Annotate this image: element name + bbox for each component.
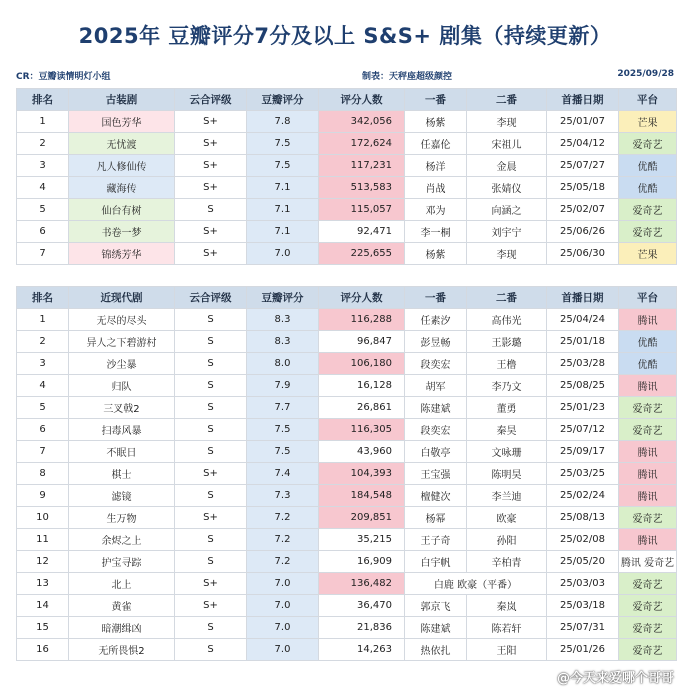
meta-line: [16, 69, 676, 83]
lead2-cell: 王影璐: [467, 331, 547, 353]
lead2-cell: 李乃文: [467, 375, 547, 397]
lead1-cell: 段奕宏: [405, 419, 467, 441]
grade-cell: S+: [175, 133, 247, 155]
count-cell: 116,288: [319, 309, 405, 331]
platform-cell: 优酷: [619, 155, 677, 177]
rank-cell: 7: [17, 243, 69, 265]
rank-cell: 2: [17, 331, 69, 353]
lead1-cell: 李一桐: [405, 221, 467, 243]
count-cell: 225,655: [319, 243, 405, 265]
grade-cell: S: [175, 485, 247, 507]
rank-cell: 3: [17, 353, 69, 375]
grade-cell: S: [175, 199, 247, 221]
score-cell: 7.0: [247, 617, 319, 639]
score-cell: 7.5: [247, 419, 319, 441]
date-cell: 25/01/07: [547, 111, 619, 133]
lead2-cell: 张婧仪: [467, 177, 547, 199]
table-row: [17, 441, 677, 463]
date-cell: 25/07/31: [547, 617, 619, 639]
date-cell: 25/06/26: [547, 221, 619, 243]
date-cell: 25/08/25: [547, 375, 619, 397]
date-text: 2025/09/28: [617, 69, 674, 79]
platform-cell: 腾讯: [619, 441, 677, 463]
lead1-cell: 热依扎: [405, 639, 467, 661]
table-row: [17, 199, 677, 221]
platform-cell: 优酷: [619, 177, 677, 199]
count-cell: 136,482: [319, 573, 405, 595]
rank-cell: 4: [17, 177, 69, 199]
rank-cell: 16: [17, 639, 69, 661]
table-row: [17, 375, 677, 397]
date-cell: 25/01/23: [547, 397, 619, 419]
lead1-cell: 段奕宏: [405, 353, 467, 375]
column-header: 古装剧: [69, 89, 175, 111]
table-row: [17, 309, 677, 331]
title-cell: 滤镜: [69, 485, 175, 507]
score-cell: 7.8: [247, 111, 319, 133]
lead1-cell: 杨洋: [405, 155, 467, 177]
lead1-cell: 王宝强: [405, 463, 467, 485]
table-row: [17, 243, 677, 265]
lead2-cell: 秦岚: [467, 595, 547, 617]
column-header: 排名: [17, 89, 69, 111]
title-cell: 暗潮缉凶: [69, 617, 175, 639]
platform-cell: 芒果: [619, 243, 677, 265]
grade-cell: S+: [175, 155, 247, 177]
lead2-cell: 陈若轩: [467, 617, 547, 639]
rank-cell: 5: [17, 397, 69, 419]
score-cell: 8.3: [247, 331, 319, 353]
count-cell: 117,231: [319, 155, 405, 177]
table-row: [17, 463, 677, 485]
platform-cell: 爱奇艺: [619, 595, 677, 617]
title-cell: 异人之下碧游村: [69, 331, 175, 353]
rank-cell: 3: [17, 155, 69, 177]
grade-cell: S: [175, 441, 247, 463]
platform-cell: 爱奇艺: [619, 221, 677, 243]
title-cell: 北上: [69, 573, 175, 595]
rank-cell: 1: [17, 309, 69, 331]
table-row: [17, 551, 677, 573]
table-row: [17, 331, 677, 353]
lead1-cell: 杨紫: [405, 243, 467, 265]
lead2-cell: 高伟光: [467, 309, 547, 331]
lead1-cell: 邓为: [405, 199, 467, 221]
platform-cell: 腾讯: [619, 375, 677, 397]
count-cell: 115,057: [319, 199, 405, 221]
grade-cell: S+: [175, 243, 247, 265]
score-cell: 7.0: [247, 243, 319, 265]
rank-cell: 8: [17, 463, 69, 485]
platform-cell: 爱奇艺: [619, 419, 677, 441]
rank-cell: 2: [17, 133, 69, 155]
count-cell: 16,128: [319, 375, 405, 397]
title-cell: 护宝寻踪: [69, 551, 175, 573]
column-header: 评分人数: [319, 89, 405, 111]
score-cell: 7.5: [247, 133, 319, 155]
score-cell: 7.3: [247, 485, 319, 507]
date-cell: 25/04/24: [547, 309, 619, 331]
platform-cell: 爱奇艺: [619, 397, 677, 419]
platform-cell: 爱奇艺: [619, 573, 677, 595]
count-cell: 14,263: [319, 639, 405, 661]
lead1-cell: 陈建斌: [405, 617, 467, 639]
title-cell: 藏海传: [69, 177, 175, 199]
lead1-cell: 王子奇: [405, 529, 467, 551]
platform-cell: 腾讯: [619, 485, 677, 507]
grade-cell: S: [175, 375, 247, 397]
grade-cell: S: [175, 529, 247, 551]
rank-cell: 15: [17, 617, 69, 639]
score-cell: 7.1: [247, 177, 319, 199]
grade-cell: S: [175, 551, 247, 573]
count-cell: 172,624: [319, 133, 405, 155]
title-cell: 黄雀: [69, 595, 175, 617]
score-cell: 7.4: [247, 463, 319, 485]
column-header: 平台: [619, 89, 677, 111]
table-row: [17, 419, 677, 441]
platform-cell: 腾讯: [619, 463, 677, 485]
table-header-row: [17, 287, 677, 309]
lead2-cell: 董勇: [467, 397, 547, 419]
grade-cell: S+: [175, 595, 247, 617]
date-cell: 25/05/20: [547, 551, 619, 573]
lead2-cell: 文咏珊: [467, 441, 547, 463]
rank-cell: 9: [17, 485, 69, 507]
table-row: [17, 155, 677, 177]
table-row: [17, 595, 677, 617]
score-cell: 8.0: [247, 353, 319, 375]
title-cell: 扫毒风暴: [69, 419, 175, 441]
modern-drama-table: [16, 286, 677, 661]
lead1-cell: 杨幂: [405, 507, 467, 529]
title-cell: 余烬之上: [69, 529, 175, 551]
grade-cell: S+: [175, 221, 247, 243]
platform-cell: 腾讯 爱奇艺: [619, 551, 677, 573]
table-row: [17, 529, 677, 551]
lead1-cell: 白宇帆: [405, 551, 467, 573]
column-header: 评分人数: [319, 287, 405, 309]
rank-cell: 11: [17, 529, 69, 551]
date-cell: 25/03/18: [547, 595, 619, 617]
date-cell: 25/01/18: [547, 331, 619, 353]
grade-cell: S+: [175, 177, 247, 199]
lead1-cell: 胡军: [405, 375, 467, 397]
table-row: [17, 221, 677, 243]
title-cell: 无忧渡: [69, 133, 175, 155]
date-cell: 25/05/18: [547, 177, 619, 199]
column-header: 一番: [405, 287, 467, 309]
score-cell: 7.0: [247, 573, 319, 595]
date-cell: 25/01/26: [547, 639, 619, 661]
count-cell: 116,305: [319, 419, 405, 441]
grade-cell: S+: [175, 507, 247, 529]
title-cell: 棋士: [69, 463, 175, 485]
grade-cell: S+: [175, 573, 247, 595]
lead2-cell: 陈明昊: [467, 463, 547, 485]
date-cell: 25/09/17: [547, 441, 619, 463]
title-cell: 三叉戟2: [69, 397, 175, 419]
lead2-cell: 宋祖儿: [467, 133, 547, 155]
score-cell: 7.2: [247, 529, 319, 551]
lead2-cell: 李现: [467, 111, 547, 133]
costume-drama-table: [16, 88, 677, 265]
date-cell: 25/02/24: [547, 485, 619, 507]
grade-cell: S: [175, 639, 247, 661]
count-cell: 35,215: [319, 529, 405, 551]
column-header: 豆瓣评分: [247, 89, 319, 111]
title-cell: 仙台有树: [69, 199, 175, 221]
grade-cell: S+: [175, 111, 247, 133]
lead2-cell: 李兰迪: [467, 485, 547, 507]
rank-cell: 6: [17, 419, 69, 441]
table-row: [17, 177, 677, 199]
rank-cell: 14: [17, 595, 69, 617]
column-header: 豆瓣评分: [247, 287, 319, 309]
table-row: [17, 639, 677, 661]
title-cell: 凡人修仙传: [69, 155, 175, 177]
platform-cell: 芒果: [619, 111, 677, 133]
table-row: [17, 353, 677, 375]
column-header: 二番: [467, 89, 547, 111]
score-cell: 7.7: [247, 397, 319, 419]
score-cell: 7.5: [247, 155, 319, 177]
lead2-cell: 金晨: [467, 155, 547, 177]
lead1-cell: 郭京飞: [405, 595, 467, 617]
lead1-cell: 任嘉伦: [405, 133, 467, 155]
lead2-cell: 秦昊: [467, 419, 547, 441]
grade-cell: S: [175, 617, 247, 639]
table-row: [17, 573, 677, 595]
score-cell: 7.5: [247, 441, 319, 463]
rank-cell: 7: [17, 441, 69, 463]
score-cell: 7.1: [247, 199, 319, 221]
table-row: [17, 133, 677, 155]
count-cell: 184,548: [319, 485, 405, 507]
count-cell: 16,909: [319, 551, 405, 573]
platform-cell: 爱奇艺: [619, 199, 677, 221]
count-cell: 104,393: [319, 463, 405, 485]
column-header: 二番: [467, 287, 547, 309]
lead1-cell: 白敬亭: [405, 441, 467, 463]
date-cell: 25/02/07: [547, 199, 619, 221]
platform-cell: 腾讯: [619, 309, 677, 331]
count-cell: 43,960: [319, 441, 405, 463]
column-header: 首播日期: [547, 89, 619, 111]
count-cell: 92,471: [319, 221, 405, 243]
column-header: 云合评级: [175, 287, 247, 309]
column-header: 一番: [405, 89, 467, 111]
table-row: [17, 507, 677, 529]
title-cell: 无尽的尽头: [69, 309, 175, 331]
grade-cell: S+: [175, 463, 247, 485]
score-cell: 7.2: [247, 551, 319, 573]
title-cell: 国色芳华: [69, 111, 175, 133]
lead2-cell: 辛柏青: [467, 551, 547, 573]
score-cell: 7.2: [247, 507, 319, 529]
rank-cell: 4: [17, 375, 69, 397]
date-cell: 25/06/30: [547, 243, 619, 265]
grade-cell: S: [175, 397, 247, 419]
grade-cell: S: [175, 353, 247, 375]
table-row: [17, 485, 677, 507]
count-cell: 21,836: [319, 617, 405, 639]
platform-cell: 腾讯: [619, 529, 677, 551]
lead2-cell: 王橹: [467, 353, 547, 375]
rank-cell: 6: [17, 221, 69, 243]
column-header: 首播日期: [547, 287, 619, 309]
score-cell: 7.0: [247, 595, 319, 617]
lead1-cell: 彭昱畅: [405, 331, 467, 353]
column-header: 平台: [619, 287, 677, 309]
page-title: 2025年 豆瓣评分7分及以上 S&S+ 剧集（持续更新）: [78, 24, 612, 48]
count-cell: 96,847: [319, 331, 405, 353]
maker-text: 制表：天秤座超级颜控: [362, 72, 453, 82]
rank-cell: 10: [17, 507, 69, 529]
lead2-cell: 李现: [467, 243, 547, 265]
count-cell: 106,180: [319, 353, 405, 375]
table-row: [17, 397, 677, 419]
credit-text: CR：豆瓣读情明灯小组: [16, 72, 111, 82]
grade-cell: S: [175, 309, 247, 331]
column-header: 云合评级: [175, 89, 247, 111]
count-cell: 26,861: [319, 397, 405, 419]
title-cell: 无所畏惧2: [69, 639, 175, 661]
title-cell: 生万物: [69, 507, 175, 529]
title-cell: 沙尘暴: [69, 353, 175, 375]
table-row: [17, 617, 677, 639]
lead1-cell: 肖战: [405, 177, 467, 199]
lead1-cell: 白鹿 欧豪（平番）: [405, 573, 547, 595]
lead1-cell: 杨紫: [405, 111, 467, 133]
table-header-row: [17, 89, 677, 111]
lead1-cell: 任素汐: [405, 309, 467, 331]
score-cell: 7.0: [247, 639, 319, 661]
score-cell: 7.9: [247, 375, 319, 397]
title-cell: 锦绣芳华: [69, 243, 175, 265]
lead2-cell: 王阳: [467, 639, 547, 661]
date-cell: 25/03/25: [547, 463, 619, 485]
date-cell: 25/07/27: [547, 155, 619, 177]
platform-cell: 爱奇艺: [619, 507, 677, 529]
rank-cell: 5: [17, 199, 69, 221]
date-cell: 25/04/12: [547, 133, 619, 155]
lead2-cell: 刘宇宁: [467, 221, 547, 243]
date-cell: 25/07/12: [547, 419, 619, 441]
column-header: 排名: [17, 287, 69, 309]
platform-cell: 爱奇艺: [619, 617, 677, 639]
score-cell: 8.3: [247, 309, 319, 331]
lead1-cell: 陈建斌: [405, 397, 467, 419]
score-cell: 7.1: [247, 221, 319, 243]
platform-cell: 爱奇艺: [619, 133, 677, 155]
date-cell: 25/03/28: [547, 353, 619, 375]
count-cell: 513,583: [319, 177, 405, 199]
lead2-cell: 孙阳: [467, 529, 547, 551]
count-cell: 342,056: [319, 111, 405, 133]
lead1-cell: 檀健次: [405, 485, 467, 507]
date-cell: 25/02/08: [547, 529, 619, 551]
table-row: [17, 111, 677, 133]
lead2-cell: 欧豪: [467, 507, 547, 529]
platform-cell: 优酷: [619, 353, 677, 375]
platform-cell: 优酷: [619, 331, 677, 353]
title-cell: 归队: [69, 375, 175, 397]
column-header: 近现代剧: [69, 287, 175, 309]
rank-cell: 12: [17, 551, 69, 573]
date-cell: 25/08/13: [547, 507, 619, 529]
rank-cell: 1: [17, 111, 69, 133]
rank-cell: 13: [17, 573, 69, 595]
count-cell: 36,470: [319, 595, 405, 617]
platform-cell: 爱奇艺: [619, 639, 677, 661]
count-cell: 209,851: [319, 507, 405, 529]
title-cell: 不眠日: [69, 441, 175, 463]
grade-cell: S: [175, 419, 247, 441]
title-cell: 书卷一梦: [69, 221, 175, 243]
watermark-text: @今天来爱哪个哥哥: [556, 671, 674, 686]
date-cell: 25/03/03: [547, 573, 619, 595]
grade-cell: S: [175, 331, 247, 353]
lead2-cell: 向涵之: [467, 199, 547, 221]
